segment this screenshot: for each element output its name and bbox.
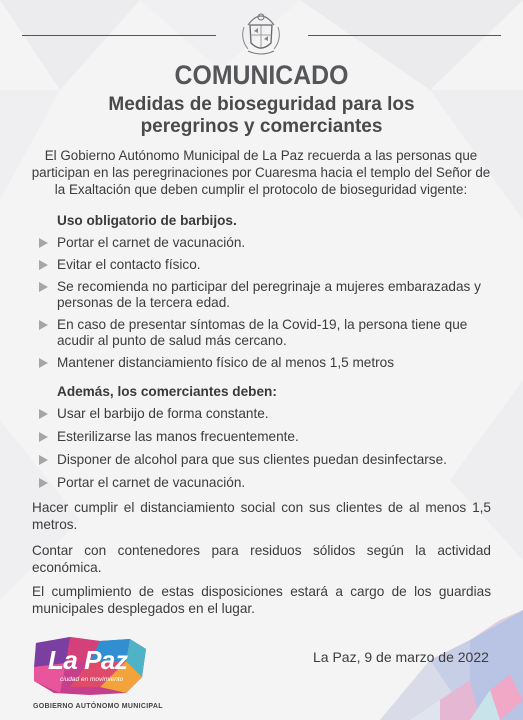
list-item xyxy=(37,452,497,468)
list-item xyxy=(37,475,497,491)
list-item xyxy=(37,355,497,371)
list-item xyxy=(37,235,497,251)
institution-name: GOBIERNO AUTÓNOMO MUNICIPAL xyxy=(33,703,163,710)
list-item xyxy=(37,279,497,311)
list-item-text: Se recomienda no participar del peregrinaje a mujeres embarazadas y personas de la tercera edad. xyxy=(57,279,481,310)
list-item-text: En caso de presentar síntomas de la Covid-19, la persona tiene que acudir al punto de salud más cercano. xyxy=(57,317,468,348)
subtitle-line-2: peregrinos y comerciantes xyxy=(140,116,383,137)
document-date: La Paz, 9 de marzo de 2022 xyxy=(313,649,489,665)
page-title: COMUNICADO xyxy=(174,60,349,90)
triangle-bullet-icon xyxy=(39,455,48,465)
comerciantes-list xyxy=(37,406,497,491)
list-item xyxy=(37,406,497,422)
section-heading-comerciantes: Además, los comerciantes deben: xyxy=(57,384,277,399)
logo-name: La Paz xyxy=(48,645,128,675)
header-rule-left xyxy=(22,35,216,36)
triangle-bullet-icon xyxy=(39,478,48,488)
triangle-bullet-icon xyxy=(39,282,48,292)
triangle-bullet-icon xyxy=(39,358,48,368)
list-item xyxy=(37,429,497,445)
list-item-text: Esterilizarse las manos frecuentemente. xyxy=(57,429,299,444)
list-item-text: Portar el carnet de vacunación. xyxy=(57,235,246,250)
header-rule-right xyxy=(308,35,501,36)
logo-tagline: ciudad en movimiento xyxy=(60,676,124,683)
triangle-bullet-icon xyxy=(39,260,48,270)
paragraph-distanciamiento: Hacer cumplir el distanciamiento social con sus clientes de al menos 1,5 metros. xyxy=(32,500,491,532)
page-subtitle xyxy=(60,94,463,138)
coat-of-arms-icon xyxy=(234,5,288,59)
list-item-text: Mantener distanciamiento físico de al menos 1,5 metros xyxy=(57,355,394,370)
triangle-bullet-icon xyxy=(39,409,48,419)
list-item-text: Disponer de alcohol para que sus clientes puedan desinfectarse. xyxy=(57,452,447,467)
list-item-text: Usar el barbijo de forma constante. xyxy=(57,406,269,421)
list-item xyxy=(37,317,497,349)
paragraph-contenedores: Contar con contenedores para residuos sólidos según la actividad económica. xyxy=(32,543,491,575)
list-item-text: Portar el carnet de vacunación. xyxy=(57,475,246,490)
paragraph-cumplimiento: El cumplimiento de estas disposiciones estará a cargo de los guardias municipales desplegados en el lugar. xyxy=(32,584,491,616)
list-item-text: Evitar el contacto físico. xyxy=(57,257,201,272)
bioseguridad-list xyxy=(37,235,497,371)
subtitle-line-1: Medidas de bioseguridad para los xyxy=(108,94,415,115)
list-item xyxy=(37,257,497,273)
triangle-bullet-icon xyxy=(39,320,48,330)
triangle-bullet-icon xyxy=(39,238,48,248)
intro-paragraph: El Gobierno Autónomo Municipal de La Paz recuerda a las personas que participan en las peregrinaciones por Cuaresma hacia el templo del Señor de la Exaltación que deben cumplir el protocolo de bioseguridad vigente: xyxy=(31,148,491,197)
triangle-bullet-icon xyxy=(39,432,48,442)
section-heading-barbijos: Uso obligatorio de barbijos. xyxy=(57,213,237,228)
